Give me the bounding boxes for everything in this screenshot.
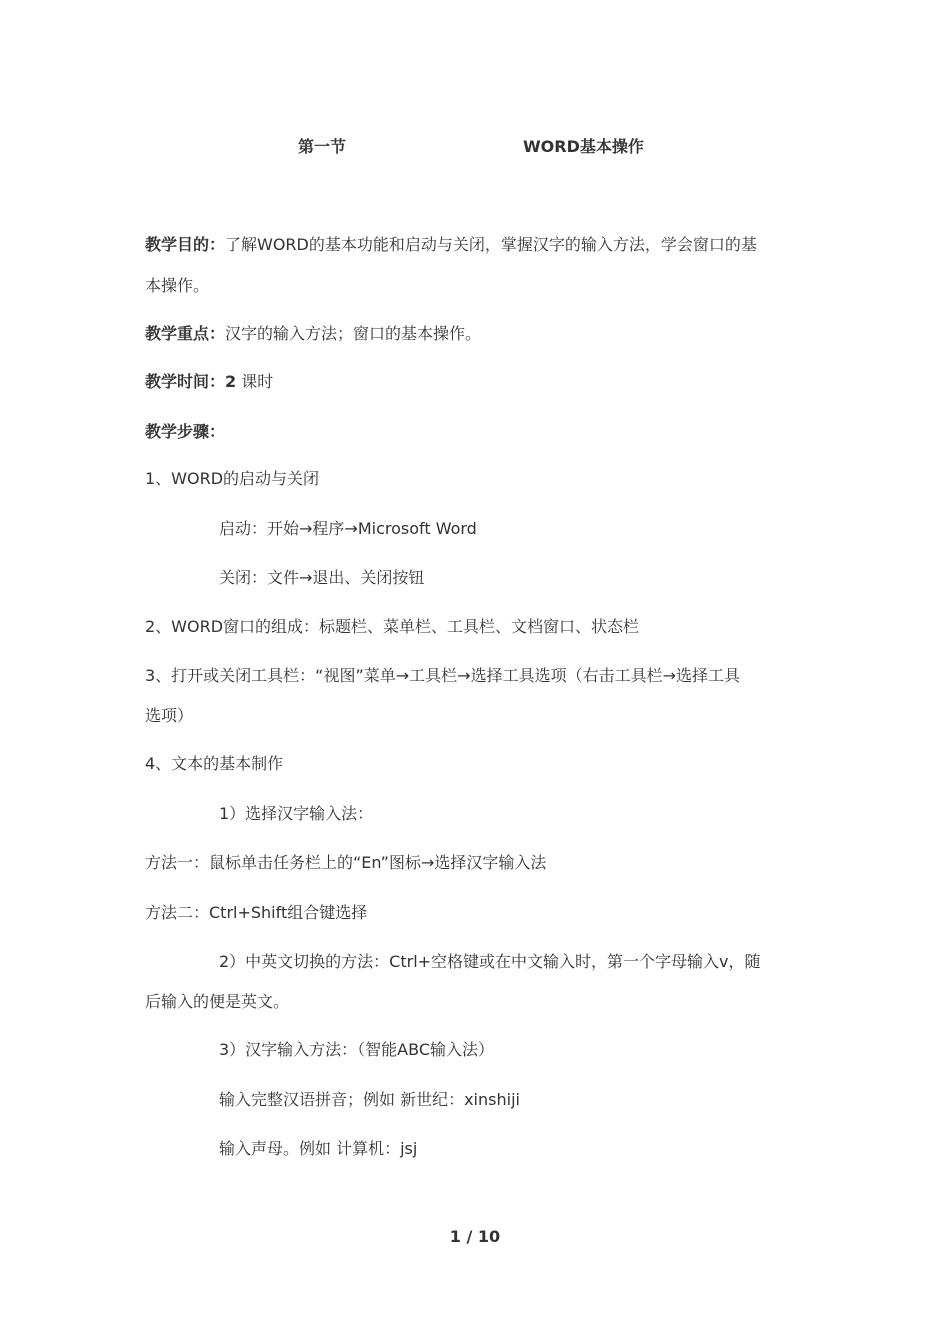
duration-value: 2: [225, 372, 237, 391]
step-1-start: 启动：开始→程序→Microsoft Word: [219, 519, 477, 538]
step-4-3: 3）汉字输入方法：（智能ABC输入法）: [219, 1040, 494, 1059]
section-heading: 第一节: [298, 137, 347, 156]
step-1-close: 关闭：文件→退出、关闭按钮: [219, 568, 425, 587]
method-2: 方法二：Ctrl+Shift组合键选择: [145, 903, 368, 922]
step-4-1: 1）选择汉字输入法：: [219, 804, 374, 823]
focus-paragraph: [145, 323, 481, 345]
step-3-heading: 3、打开或关闭工具栏：“视图”菜单→工具栏→选择工具选项（右击工具栏→选择工具: [145, 666, 740, 685]
step-3-continuation: 选项）: [145, 706, 194, 725]
step-4-2-continuation: 后输入的便是英文。: [145, 992, 290, 1011]
duration-unit: 课时: [241, 372, 274, 391]
example-2: 输入声母。例如 计算机：jsj: [219, 1139, 418, 1158]
page-number: 1 / 10: [449, 1227, 501, 1246]
objective-text: 了解WORD的基本功能和启动与关闭，掌握汉字的输入方法，学会窗口的基: [225, 235, 757, 254]
example-1: 输入完整汉语拼音；例如 新世纪：xinshiji: [219, 1090, 520, 1109]
objective-label: 教学目的：: [145, 235, 226, 254]
objective-continuation: 本操作。: [145, 276, 210, 295]
step-4-heading: 4、文本的基本制作: [145, 754, 284, 773]
step-2-heading: 2、WORD窗口的组成：标题栏、菜单栏、工具栏、文档窗口、状态栏: [145, 617, 640, 636]
duration-paragraph: [145, 371, 273, 393]
step-4-2: 2）中英文切换的方法：Ctrl+空格键或在中文输入时，第一个字母输入v，随: [219, 952, 761, 971]
focus-text: 汉字的输入方法；窗口的基本操作。: [225, 324, 482, 343]
steps-label: 教学步骤：: [145, 422, 226, 441]
duration-label: 教学时间：: [145, 372, 226, 391]
objective-paragraph: [145, 234, 757, 256]
step-1-heading: 1、WORD的启动与关闭: [145, 469, 320, 488]
method-1: 方法一：鼠标单击任务栏上的“En”图标→选择汉字输入法: [145, 853, 547, 872]
focus-label: 教学重点：: [145, 324, 226, 343]
document-title: WORD基本操作: [523, 137, 644, 156]
